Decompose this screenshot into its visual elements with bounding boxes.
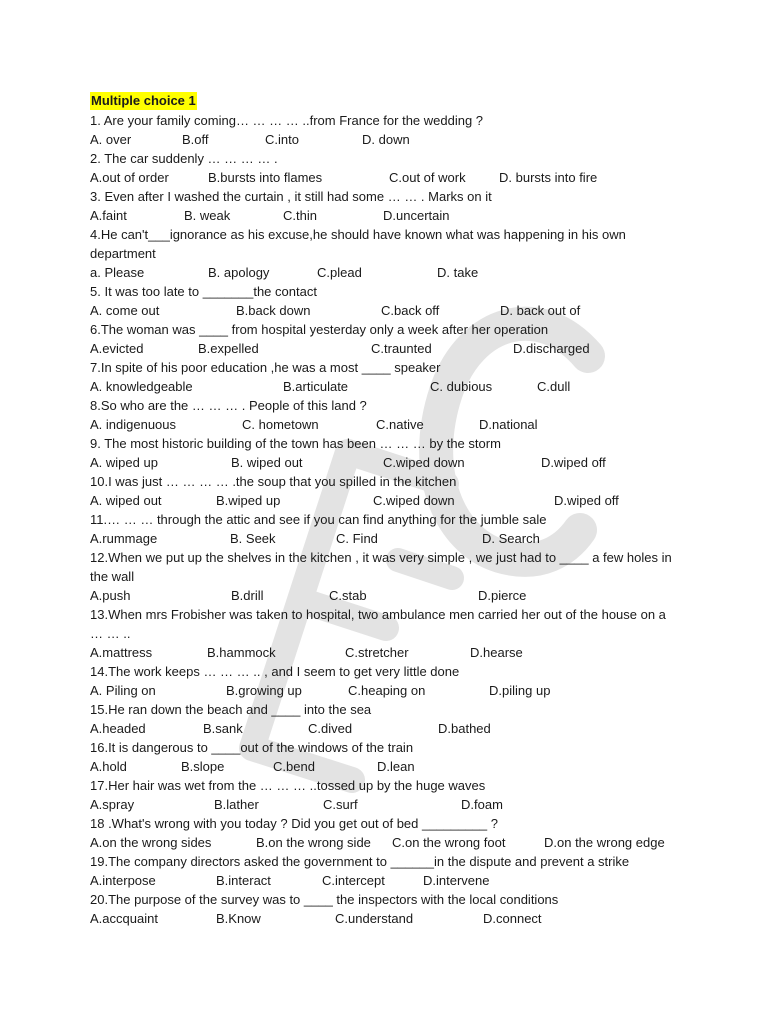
option-c[interactable]: C.traunted — [371, 341, 432, 356]
question-text: 13.When mrs Frobisher was taken to hospital, two ambulance men carried her out of the house on a … … .. — [90, 607, 666, 641]
option-d[interactable]: D. take — [437, 265, 479, 280]
question-text: 17.Her hair was wet from the … … … ..tossed up by the huge waves — [90, 778, 486, 793]
option-a[interactable]: A. wiped up — [90, 455, 158, 470]
option-c[interactable]: C.stretcher — [345, 645, 409, 660]
options-row — [90, 377, 700, 396]
options-row — [90, 168, 700, 187]
option-c[interactable]: C.stab — [329, 588, 367, 603]
option-d[interactable]: D. back out of — [500, 303, 581, 318]
option-b[interactable]: B.drill — [231, 588, 264, 603]
option-a[interactable]: A.out of order — [90, 170, 169, 185]
option-d[interactable]: D. down — [362, 132, 410, 147]
option-b[interactable]: B.lather — [214, 797, 259, 812]
question-text: 20.The purpose of the survey was to ____ the inspectors with the local conditions — [90, 892, 559, 907]
option-d[interactable]: D.uncertain — [383, 208, 450, 223]
option-d[interactable]: D.intervene — [423, 873, 490, 888]
option-b[interactable]: B.articulate — [283, 379, 349, 394]
options-row — [90, 795, 700, 814]
option-b[interactable]: B.on the wrong side — [256, 835, 371, 850]
option-c[interactable]: C.back off — [381, 303, 440, 318]
document-body — [90, 92, 700, 928]
question-text: 8.So who are the … … … . People of this land ? — [90, 398, 367, 413]
option-d[interactable]: D.national — [479, 417, 538, 432]
option-c[interactable]: C.native — [376, 417, 424, 432]
option-c[interactable]: C.thin — [283, 208, 317, 223]
option-d[interactable]: D.pierce — [478, 588, 527, 603]
option-b[interactable]: B.expelled — [198, 341, 259, 356]
options-row — [90, 757, 700, 776]
option-d[interactable]: D.wiped off — [541, 455, 606, 470]
question-text: 18 .What's wrong with you today ? Did you get out of bed _________ ? — [90, 816, 498, 831]
option-d[interactable]: D.wiped off — [554, 493, 619, 508]
option-a[interactable]: A.interpose — [90, 873, 156, 888]
option-a[interactable]: a. Please — [90, 265, 145, 280]
option-b[interactable]: B. weak — [184, 208, 231, 223]
option-c[interactable]: C.plead — [317, 265, 362, 280]
option-c[interactable]: C. dubious — [430, 379, 493, 394]
option-c[interactable]: C.surf — [323, 797, 358, 812]
option-a[interactable]: A.push — [90, 588, 131, 603]
options-row — [90, 130, 700, 149]
option-a[interactable]: A.faint — [90, 208, 127, 223]
option-b[interactable]: C. hometown — [242, 417, 319, 432]
option-c[interactable]: C.wiped down — [373, 493, 455, 508]
option-d[interactable]: D. Search — [482, 531, 540, 546]
options-row — [90, 415, 700, 434]
option-a[interactable]: A.hold — [90, 759, 127, 774]
question-text: 11.… … … through the attic and see if you can find anything for the jumble sale — [90, 512, 547, 527]
question-text: 2. The car suddenly … … … … . — [90, 151, 278, 166]
option-a[interactable]: A. come out — [90, 303, 160, 318]
option-c[interactable]: C.out of work — [389, 170, 466, 185]
option-c[interactable]: C.intercept — [322, 873, 385, 888]
option-c[interactable]: C.wiped down — [383, 455, 465, 470]
option-b[interactable]: B.interact — [216, 873, 271, 888]
option-c[interactable]: C.into — [265, 132, 299, 147]
option-b[interactable]: B. apology — [208, 265, 270, 280]
option-a[interactable]: A.rummage — [90, 531, 158, 546]
option-c[interactable]: C.understand — [335, 911, 414, 926]
options-row — [90, 719, 700, 738]
question-text: 19.The company directors asked the government to ______in the dispute and prevent a strike — [90, 854, 630, 869]
question-text: 15.He ran down the beach and ____ into the sea — [90, 702, 372, 717]
option-d[interactable]: D.discharged — [513, 341, 590, 356]
document-title: Multiple choice 1 — [91, 93, 196, 108]
option-b[interactable]: B.back down — [236, 303, 311, 318]
question-text: 6.The woman was ____ from hospital yesterday only a week after her operation — [90, 322, 549, 337]
options-row — [90, 206, 700, 225]
options-row — [90, 263, 700, 282]
option-a[interactable]: A.accquaint — [90, 911, 158, 926]
option-d[interactable]: D.foam — [461, 797, 503, 812]
option-a[interactable]: A. wiped out — [90, 493, 162, 508]
option-d[interactable]: D.connect — [483, 911, 542, 926]
options-row — [90, 529, 700, 548]
option-b[interactable]: B.wiped up — [216, 493, 281, 508]
option-c[interactable]: C.bend — [273, 759, 315, 774]
option-a[interactable]: A.mattress — [90, 645, 153, 660]
question-text: 4.He can't___ignorance as his excuse,he should have known what was happening in his own department — [90, 227, 626, 261]
options-row — [90, 586, 700, 605]
options-row — [90, 491, 700, 510]
option-a[interactable]: A. over — [90, 132, 132, 147]
option-d[interactable]: D.lean — [377, 759, 415, 774]
option-d[interactable]: D.hearse — [470, 645, 523, 660]
option-a[interactable]: A.spray — [90, 797, 135, 812]
option-a[interactable]: A. Piling on — [90, 683, 156, 698]
option-d[interactable]: D.bathed — [438, 721, 491, 736]
option-b[interactable]: B.slope — [181, 759, 225, 774]
question-text: 10.I was just … … … … .the soup that you spilled in the kitchen — [90, 474, 457, 489]
question-text: 14.The work keeps … … … .. , and I seem to get very little done — [90, 664, 460, 679]
option-c[interactable]: C.heaping on — [348, 683, 426, 698]
option-b[interactable]: B. Seek — [230, 531, 276, 546]
option-a[interactable]: A.evicted — [90, 341, 144, 356]
question-text: 1. Are your family coming… … … … ..from France for the wedding ? — [90, 113, 484, 128]
question-text: 16.It is dangerous to ____out of the windows of the train — [90, 740, 414, 755]
option-b[interactable]: B.hammock — [207, 645, 276, 660]
question-text: 3. Even after I washed the curtain , it still had some … … . Marks on it — [90, 189, 492, 204]
question-text: 5. It was too late to _______the contact — [90, 284, 317, 299]
option-b[interactable]: B.sank — [203, 721, 243, 736]
question-text: 12.When we put up the shelves in the kitchen , it was very simple , we just had to ____ a few holes in the wall — [90, 550, 672, 584]
option-a[interactable]: A.headed — [90, 721, 146, 736]
option-c[interactable]: C.dived — [308, 721, 353, 736]
options-row — [90, 453, 700, 472]
option-d[interactable]: C.dull — [537, 379, 571, 394]
options-row — [90, 681, 700, 700]
options-row — [90, 909, 700, 928]
options-row — [90, 339, 700, 358]
options-row — [90, 643, 700, 662]
option-b[interactable]: B.Know — [216, 911, 261, 926]
option-c[interactable]: C.on the wrong foot — [392, 835, 506, 850]
option-b[interactable]: B.off — [182, 132, 209, 147]
option-a[interactable]: A. knowledgeable — [90, 379, 193, 394]
option-a[interactable]: A.on the wrong sides — [90, 835, 212, 850]
question-text: 9. The most historic building of the town has been … … … by the storm — [90, 436, 501, 451]
option-a[interactable]: A. indigenuous — [90, 417, 177, 432]
options-row — [90, 301, 700, 320]
question-list — [90, 111, 700, 928]
option-d[interactable]: D. bursts into fire — [499, 170, 598, 185]
options-row — [90, 871, 700, 890]
option-c[interactable]: C. Find — [336, 531, 378, 546]
option-d[interactable]: D.on the wrong edge — [544, 835, 665, 850]
option-b[interactable]: B.growing up — [226, 683, 302, 698]
options-row — [90, 833, 700, 852]
option-b[interactable]: B. wiped out — [231, 455, 303, 470]
option-b[interactable]: B.bursts into flames — [208, 170, 323, 185]
option-d[interactable]: D.piling up — [489, 683, 551, 698]
question-text: 7.In spite of his poor education ,he was a most ____ speaker — [90, 360, 441, 375]
